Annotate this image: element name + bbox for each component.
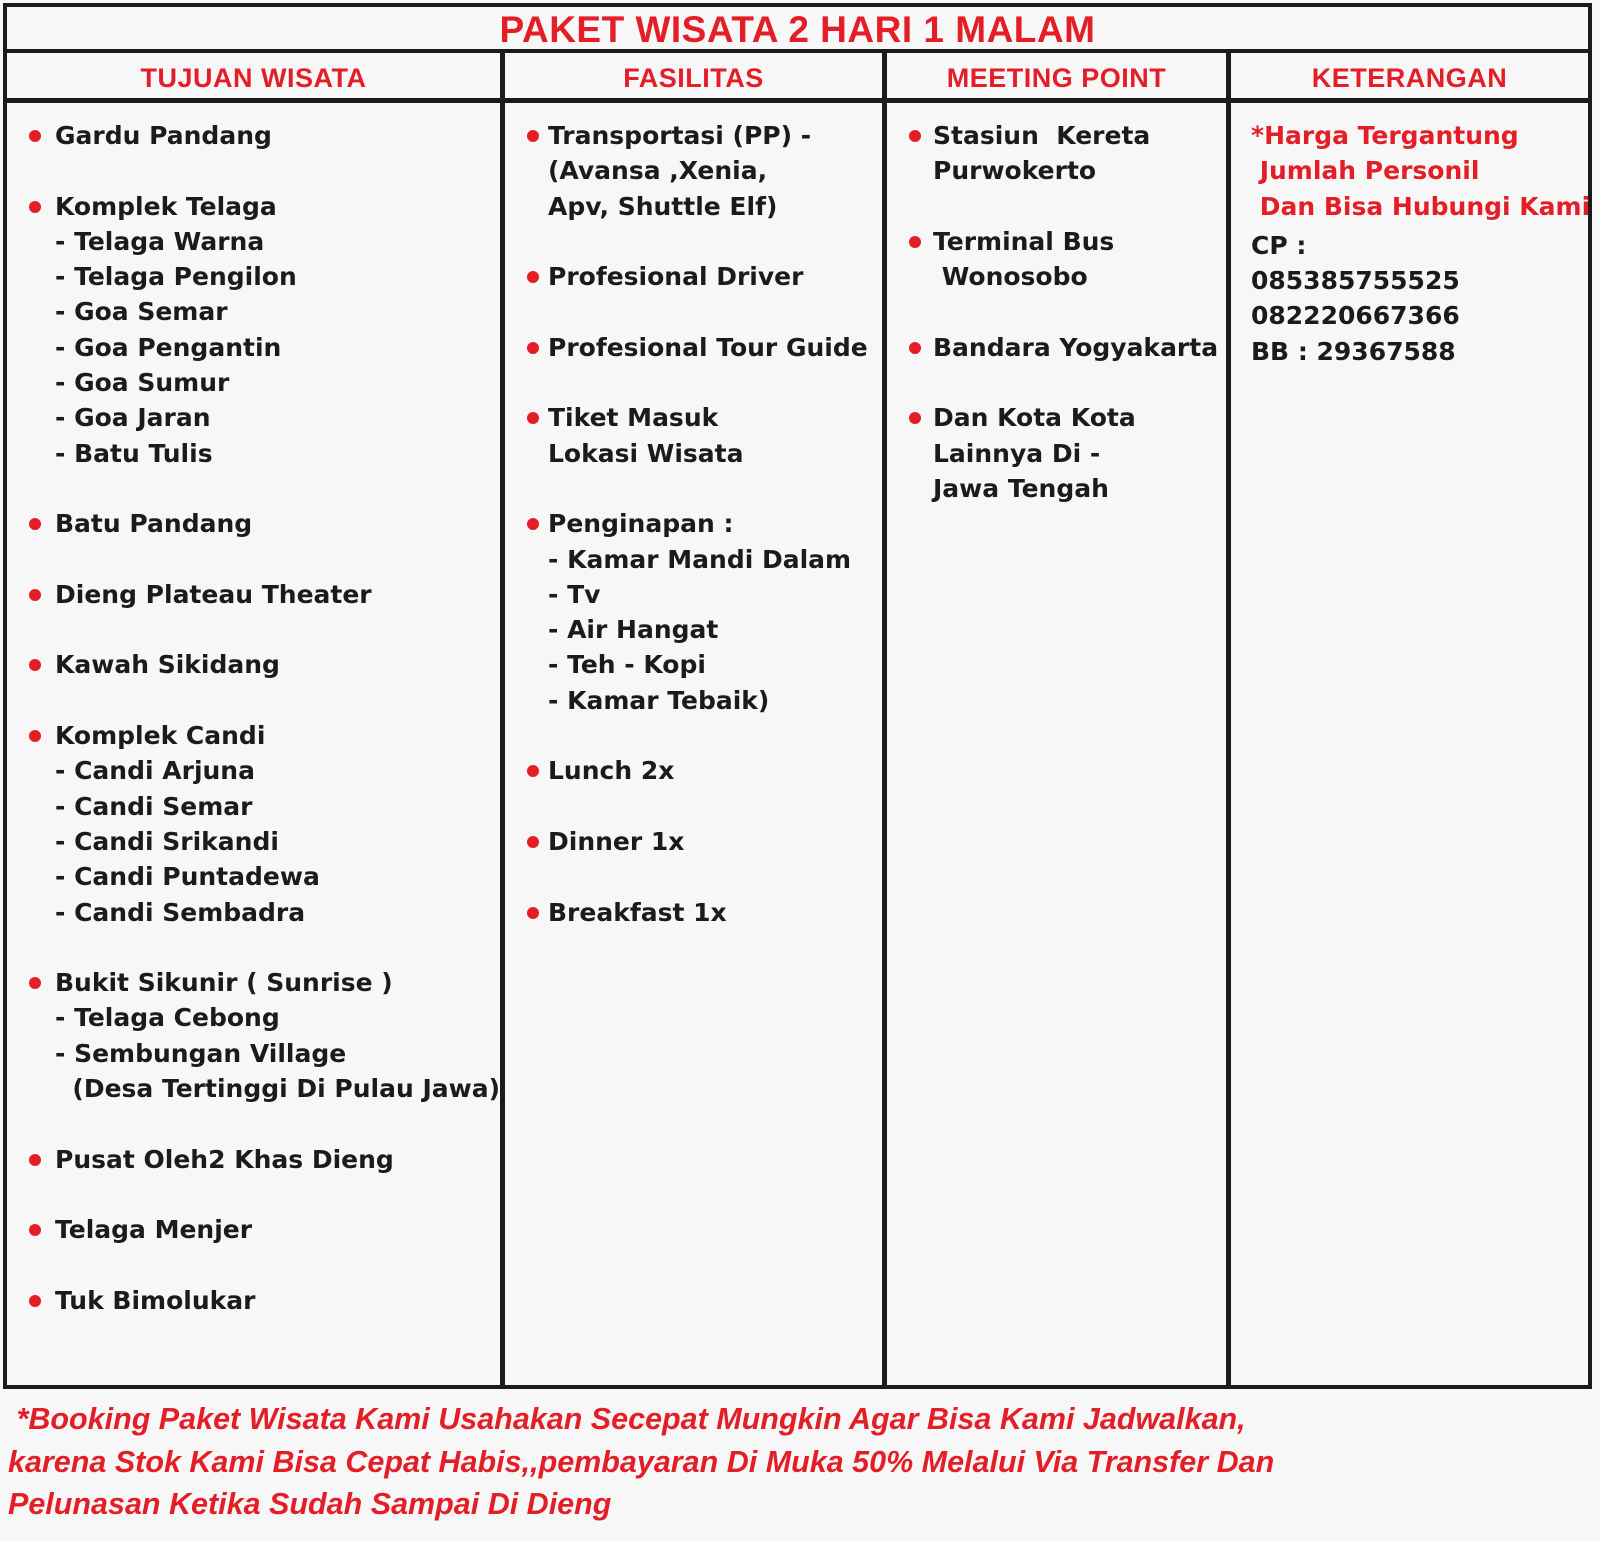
item-label: Tiket Masuk <box>548 403 719 433</box>
bullet-icon <box>909 412 921 424</box>
sub-item: (Avansa ,Xenia, <box>548 156 768 186</box>
column-body <box>505 103 882 930</box>
bullet-icon <box>29 977 41 989</box>
item-label: Pusat Oleh2 Khas Dieng <box>55 1144 394 1174</box>
sub-item: Lainnya Di - <box>933 438 1101 468</box>
bullet-icon <box>527 342 539 354</box>
item-label: Bukit Sikunir ( Sunrise ) <box>55 968 393 998</box>
list-item <box>887 330 1226 365</box>
bullet-icon <box>29 589 41 601</box>
column-meeting-point <box>887 53 1231 1385</box>
bullet-icon <box>527 765 539 777</box>
note-line: *Harga Tergantung <box>1251 121 1519 150</box>
list-item <box>887 400 1226 506</box>
contact-info <box>1251 228 1588 369</box>
item-label: Dieng Plateau Theater <box>55 579 372 609</box>
sub-item: - Air Hangat <box>548 615 719 645</box>
sub-item: Jawa Tengah <box>933 473 1109 503</box>
bullet-icon <box>29 1295 41 1307</box>
sub-item: - Teh - Kopi <box>548 650 706 680</box>
list-item <box>7 718 500 930</box>
price-note <box>1251 118 1591 224</box>
bullet-icon <box>527 412 539 424</box>
sub-item: - Sembungan Village <box>55 1038 347 1068</box>
item-label: Komplek Telaga <box>55 191 277 221</box>
list-item <box>887 224 1226 295</box>
list-item <box>7 506 500 541</box>
bullet-icon <box>29 1224 41 1236</box>
sub-item: Purwokerto <box>933 156 1097 186</box>
sub-item: - Goa Jaran <box>55 403 211 433</box>
column-body <box>7 103 500 1318</box>
column-header: TUJUAN WISATA <box>7 53 500 103</box>
column-body <box>1231 103 1591 369</box>
bullet-icon <box>527 271 539 283</box>
sub-item: - Goa Sumur <box>55 368 230 398</box>
bullet-icon <box>29 201 41 213</box>
sub-item: - Candi Semar <box>55 791 253 821</box>
footer-line: Pelunasan Ketika Sudah Sampai Di Dieng <box>8 1487 612 1521</box>
column-header: MEETING POINT <box>887 53 1226 103</box>
sub-item: Apv, Shuttle Elf) <box>548 191 778 221</box>
item-label: Kawah Sikidang <box>55 650 280 680</box>
list-item <box>7 1142 500 1177</box>
note-line: Jumlah Personil <box>1251 156 1480 186</box>
list-item <box>7 1283 500 1318</box>
list-item <box>7 965 500 1106</box>
list-item <box>887 118 1226 189</box>
list-item <box>7 118 500 153</box>
item-label: Profesional Driver <box>548 262 804 292</box>
footer-line: *Booking Paket Wisata Kami Usahakan Secepat Mungkin Agar Bisa Kami Jadwalkan, <box>8 1402 1246 1436</box>
sub-item: - Batu Tulis <box>55 438 213 468</box>
column-header: FASILITAS <box>505 53 882 103</box>
column-tujuan-wisata <box>7 53 505 1385</box>
sub-item: - Kamar Tebaik) <box>548 685 770 715</box>
list-item <box>505 400 882 471</box>
bullet-icon <box>29 730 41 742</box>
bullet-icon <box>29 659 41 671</box>
contact-line: 082220667366 <box>1251 301 1460 331</box>
list-item <box>505 506 882 718</box>
list-item <box>7 577 500 612</box>
bullet-icon <box>527 836 539 848</box>
bullet-icon <box>909 236 921 248</box>
package-table <box>3 49 1592 1389</box>
list-item <box>505 259 882 294</box>
bullet-icon <box>527 518 539 530</box>
item-label: Profesional Tour Guide <box>548 332 868 362</box>
list-item <box>7 1212 500 1247</box>
sub-item: Lokasi Wisata <box>548 438 744 468</box>
list-item <box>505 118 882 224</box>
column-keterangan <box>1231 53 1591 1385</box>
contact-line: CP : <box>1251 230 1307 260</box>
item-label: Dan Kota Kota <box>933 403 1136 433</box>
item-label: Transportasi (PP) - <box>548 121 812 150</box>
bullet-icon <box>909 342 921 354</box>
bullet-icon <box>527 907 539 919</box>
bullet-icon <box>29 130 41 142</box>
sub-item: - Kamar Mandi Dalam <box>548 544 852 574</box>
item-label: Batu Pandang <box>55 509 253 539</box>
list-item <box>505 824 882 859</box>
title-bar <box>3 3 1592 49</box>
list-item <box>505 753 882 788</box>
item-label: Penginapan : <box>548 509 734 539</box>
item-label: Terminal Bus <box>933 226 1115 256</box>
item-label: Komplek Candi <box>55 721 266 751</box>
item-label: Gardu Pandang <box>55 121 272 150</box>
list-item <box>505 895 882 930</box>
sub-item: - Telaga Pengilon <box>55 262 297 292</box>
item-label: Telaga Menjer <box>55 1215 253 1245</box>
sub-item: - Candi Arjuna <box>55 756 255 786</box>
sub-item: - Tv <box>548 579 601 609</box>
bullet-icon <box>909 130 921 142</box>
contact-line: 085385755525 <box>1251 266 1460 296</box>
sub-item: - Candi Srikandi <box>55 826 279 856</box>
list-item <box>7 647 500 682</box>
contact-line: BB : 29367588 <box>1251 336 1456 366</box>
bullet-icon <box>29 518 41 530</box>
page-title: PAKET WISATA 2 HARI 1 MALAM <box>499 9 1096 50</box>
bullet-icon <box>527 130 539 142</box>
list-item <box>7 189 500 471</box>
note-line: Dan Bisa Hubungi Kami <box>1251 191 1591 221</box>
item-label: Breakfast 1x <box>548 897 727 927</box>
sub-item: - Goa Pengantin <box>55 332 282 362</box>
footer-line: karena Stok Kami Bisa Cepat Habis,,pembayaran Di Muka 50% Melalui Via Transfer Dan <box>8 1444 1275 1479</box>
booking-note <box>8 1398 1588 1526</box>
sub-item: Wonosobo <box>933 262 1088 292</box>
column-header: KETERANGAN <box>1231 53 1588 103</box>
item-label: Dinner 1x <box>548 826 685 856</box>
sub-item: (Desa Tertinggi Di Pulau Jawa) <box>55 1074 501 1104</box>
list-item <box>505 330 882 365</box>
item-label: Bandara Yogyakarta <box>933 332 1219 362</box>
sub-item: - Candi Puntadewa <box>55 862 320 892</box>
item-label: Lunch 2x <box>548 756 675 786</box>
sub-item: - Telaga Cebong <box>55 1003 280 1033</box>
item-label: Tuk Bimolukar <box>55 1285 256 1315</box>
sub-item: - Candi Sembadra <box>55 897 306 927</box>
sub-item: - Goa Semar <box>55 297 228 327</box>
column-body <box>887 103 1226 506</box>
item-label: Stasiun Kereta <box>933 121 1151 150</box>
sub-item: - Telaga Warna <box>55 226 265 256</box>
bullet-icon <box>29 1154 41 1166</box>
column-fasilitas <box>505 53 887 1385</box>
